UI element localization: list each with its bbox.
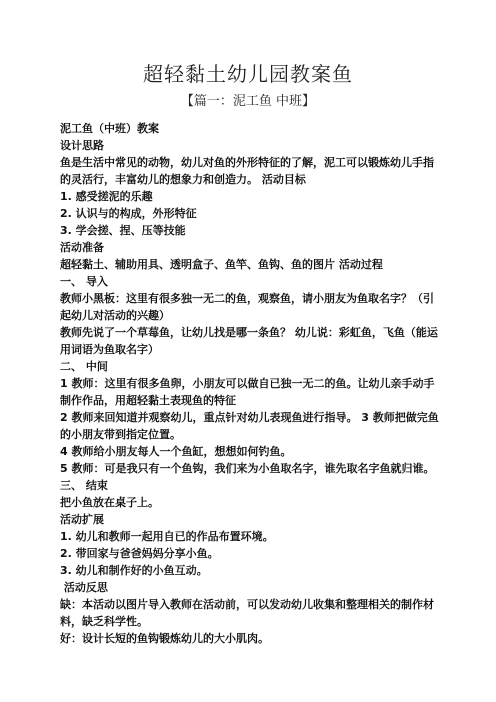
text-line: 4 教师给小朋友每人一个鱼缸，想想如何钓鱼。 (60, 445, 292, 458)
text-line: 二、 中间 (60, 360, 108, 373)
text-line: 活动反思 (60, 581, 108, 594)
text-line: 2. 带回家与爸爸妈妈分享小鱼。 (60, 547, 219, 560)
text-line: 5 教师：可是我只有一个鱼钩，我们来为小鱼取名字，谁先取名字鱼就归谁。 (60, 462, 435, 475)
text-line: 三、 结束 (60, 479, 108, 492)
text-line: 泥工鱼（中班）教案 (60, 122, 159, 135)
page-subtitle: 【篇一：泥工鱼 中班】 (180, 94, 316, 109)
text-line: 1. 感受搓泥的乐趣 (60, 190, 153, 203)
text-line: 1. 幼儿和教师一起用自已的作品布置环境。 (60, 530, 274, 543)
text-line: 把小鱼放在桌子上。 (60, 496, 159, 509)
text-line: 一、 导入 (60, 275, 108, 288)
text-line: 活动准备 (60, 241, 104, 254)
text-line: 3. 学会搓、捏、压等技能 (60, 224, 186, 237)
text-line: 3. 幼儿和制作好的小鱼互动。 (60, 564, 208, 577)
text-line: 2. 认识与的构成，外形特征 (60, 207, 197, 220)
text-line: 设计思路 (60, 139, 104, 152)
text-line: 好：设计长短的鱼钩锻炼幼儿的大小肌肉。 (60, 632, 269, 645)
text-line: 1 教师：这里有很多鱼卵，小朋友可以做自已独一无二的鱼。让幼儿亲手动手制作作品，用超轻黏土表现鱼的特征 (60, 377, 435, 407)
text-line: 2 教师来回知道并观察幼儿，重点针对幼儿表现鱼进行指导。 3 教师把做完鱼的小朋友带到指定位置。 (60, 411, 439, 441)
text-line: 教师小黑板：这里有很多独一无二的鱼，观察鱼，请小朋友为鱼取名字？（引起幼儿对活动的兴趣） (60, 292, 434, 322)
page-title: 超轻黏土幼儿园教案鱼 (143, 62, 353, 86)
text-line: 教师先说了一个草莓鱼，让幼儿找是哪一条鱼？ 幼儿说：彩虹鱼，飞鱼（能运用词语为鱼取名字） (60, 326, 438, 356)
text-line: 缺：本活动以图片导入教师在活动前，可以发动幼儿收集和整理相关的制作材料，缺乏科学性。 (60, 598, 434, 628)
body-text (60, 120, 440, 647)
text-line: 鱼是生活中常见的动物，幼儿对鱼的外形特征的了解，泥工可以锻炼幼儿手指的灵活行，丰富幼儿的想象力和创造力。 活动目标 (60, 156, 434, 186)
text-line: 超轻黏土、辅助用具、透明盒子、鱼竿、鱼钩、鱼的图片 活动过程 (60, 258, 383, 271)
text-line: 活动扩展 (60, 513, 104, 526)
